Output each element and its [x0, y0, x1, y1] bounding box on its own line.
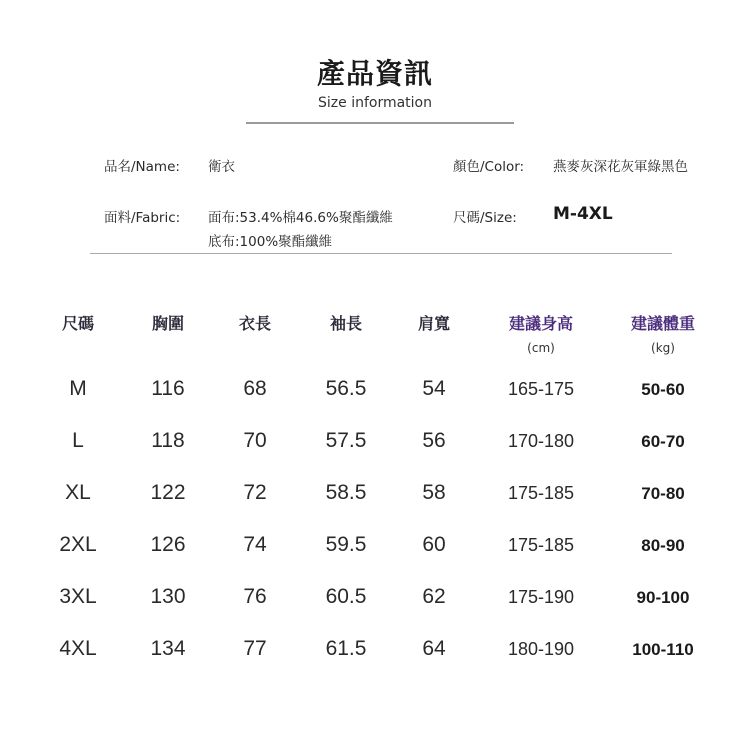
- table-cell: 60: [422, 533, 446, 556]
- page-title: 產品資訊: [316, 57, 433, 90]
- table-cell: 50-60: [641, 380, 685, 399]
- color-label: 顏色/Color:: [453, 159, 525, 175]
- table-cell: 175-185: [507, 483, 575, 503]
- table-cell: L: [72, 429, 84, 452]
- table-cell: 126: [150, 533, 186, 556]
- size-value: M-4XL: [553, 204, 613, 224]
- table-unit: (cm): [527, 341, 555, 355]
- info-divider: [90, 253, 672, 254]
- title-divider: [246, 122, 514, 124]
- table-cell: 175-190: [507, 587, 575, 607]
- table-cell: 170-180: [507, 431, 575, 451]
- table-header: 建議體重: [630, 314, 696, 333]
- table-cell: 130: [150, 585, 186, 608]
- table-cell: 134: [150, 637, 186, 660]
- table-header: 袖長: [329, 314, 363, 333]
- fabric-label: 面料/Fabric:: [104, 210, 181, 226]
- table-cell: 76: [243, 585, 267, 608]
- table-cell: 58: [422, 481, 446, 504]
- table-cell: 72: [243, 481, 267, 504]
- table-cell: 180-190: [507, 639, 575, 659]
- table-cell: 58.5: [325, 481, 367, 504]
- table-header: 尺碼: [61, 314, 95, 333]
- table-cell: 118: [151, 429, 185, 452]
- name-value: 衛衣: [208, 159, 235, 175]
- table-header: 衣長: [238, 314, 272, 333]
- table-cell: 56.5: [325, 377, 367, 400]
- table-cell: 165-175: [507, 379, 575, 399]
- size-label: 尺碼/Size:: [453, 210, 517, 226]
- name-label: 品名/Name:: [104, 159, 180, 175]
- table-cell: 74: [243, 533, 267, 556]
- table-cell: 60.5: [325, 585, 367, 608]
- table-cell: 90-100: [636, 588, 690, 607]
- table-header: 胸圍: [151, 314, 185, 333]
- table-cell: 54: [422, 377, 446, 400]
- table-cell: 2XL: [59, 533, 97, 556]
- table-cell: 80-90: [641, 536, 685, 555]
- fabric-line-1: 面布:53.4%棉46.6%聚酯纖維: [208, 210, 393, 226]
- fabric-line-2: 底布:100%聚酯纖維: [208, 234, 333, 250]
- table-cell: 61.5: [325, 637, 367, 660]
- table-cell: 70: [243, 429, 267, 452]
- table-cell: 3XL: [59, 585, 97, 608]
- page-subtitle: Size information: [318, 95, 432, 111]
- table-cell: 57.5: [325, 429, 367, 452]
- table-cell: 175-185: [507, 535, 575, 555]
- table-cell: 64: [422, 637, 446, 660]
- table-cell: 56: [422, 429, 446, 452]
- table-cell: XL: [65, 481, 91, 504]
- table-cell: M: [69, 377, 87, 400]
- table-cell: 68: [243, 377, 267, 400]
- table-cell: 77: [243, 637, 267, 660]
- table-cell: 122: [150, 481, 186, 504]
- table-cell: 59.5: [325, 533, 367, 556]
- table-cell: 4XL: [59, 637, 97, 660]
- table-header: 建議身高: [508, 314, 574, 333]
- table-cell: 100-110: [632, 640, 694, 659]
- table-cell: 60-70: [641, 432, 685, 451]
- table-unit: (kg): [651, 341, 675, 355]
- table-cell: 116: [151, 377, 185, 400]
- table-cell: 70-80: [641, 484, 685, 503]
- table-header: 肩寬: [417, 314, 451, 333]
- table-cell: 62: [422, 585, 446, 608]
- color-value: 燕麥灰深花灰軍綠黑色: [553, 159, 688, 175]
